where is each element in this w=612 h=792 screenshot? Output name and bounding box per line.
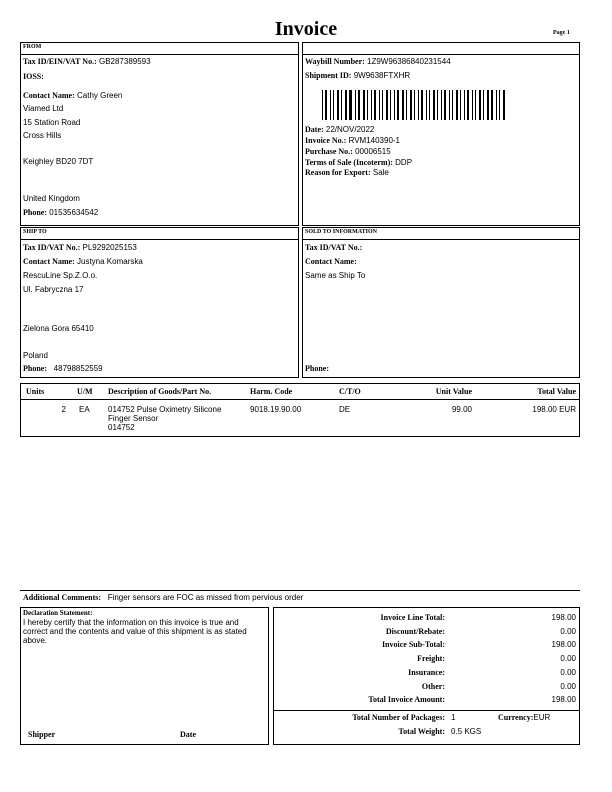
- row-desc: 014752 Pulse Oximetry Silicone: [108, 405, 222, 414]
- total-label: Other:: [421, 681, 445, 691]
- row-unit-value: 99.00: [451, 405, 472, 414]
- col-units: Units: [26, 387, 45, 396]
- invoice-no: Invoice No.: RVM140390-1: [305, 136, 401, 145]
- from-addr1: 15 Station Road: [23, 118, 81, 127]
- ship-to-city: Zielona Gora 65410: [23, 324, 94, 333]
- page-title: Invoice: [274, 18, 338, 40]
- ship-to-phone: Phone: 48798852559: [23, 364, 103, 373]
- total-label: Total Invoice Amount:: [368, 695, 445, 705]
- row-desc2: Finger Sensor: [108, 414, 159, 423]
- ship-to-header: SHIP TO: [23, 229, 47, 235]
- total-label: Discount/Rebate:: [385, 626, 445, 636]
- total-weight: Total Weight:: [398, 727, 445, 736]
- row-units: 2: [61, 405, 66, 414]
- col-harm-code: Harm. Code: [250, 387, 293, 396]
- total-label: Freight:: [417, 654, 445, 664]
- declaration-label: Declaration Statement:: [23, 609, 93, 617]
- from-contact: Contact Name: Cathy Green: [23, 91, 123, 100]
- row-total: 198.00 EUR: [532, 405, 576, 414]
- date: Date: 22/NOV/2022: [305, 125, 375, 134]
- waybill: Waybill Number: 1Z9W96386840231544: [305, 57, 451, 66]
- date-label: Date: [180, 730, 196, 739]
- weight-value: 0.5 KGS: [451, 727, 482, 736]
- ship-to-addr1: Ul. Fabryczna 17: [23, 285, 84, 294]
- ship-to-contact: Contact Name: Justyna Komarska: [23, 257, 143, 266]
- row-harm: 9018.19.90.00: [250, 405, 302, 414]
- row-part: 014752: [108, 423, 135, 432]
- col-total-value: Total Value: [537, 387, 576, 396]
- currency: Currency:EUR: [498, 713, 551, 722]
- sold-to-tax: Tax ID/VAT No.:: [305, 243, 363, 252]
- from-company: Viamed Ltd: [23, 104, 64, 113]
- from-tax: Tax ID/EIN/VAT No.: GB287389593: [23, 57, 151, 66]
- from-addr2: Cross Hills: [23, 131, 62, 140]
- shipment-box: [302, 42, 580, 226]
- packages-value: 1: [451, 713, 456, 722]
- declaration-text: correct and the contents and value of this shipment is as stated: [23, 627, 247, 636]
- purchase-no: Purchase No.: 00006515: [305, 147, 391, 156]
- row-um: EA: [79, 405, 90, 414]
- terms-of-sale: Terms of Sale (Incoterm): DDP: [305, 158, 413, 167]
- sold-to-phone: Phone:: [305, 364, 329, 373]
- total-packages: Total Number of Packages:: [352, 713, 445, 722]
- total-label: Invoice Line Total:: [380, 613, 445, 622]
- total-label: Insurance:: [408, 667, 445, 677]
- from-phone: Phone: 01535634542: [23, 208, 99, 217]
- total-value: 0.00: [560, 654, 576, 664]
- total-value: 0.00: [560, 626, 576, 636]
- ship-to-company: RescuLine Sp.Z.O.o.: [23, 271, 98, 280]
- col-cto: C/T/O: [339, 387, 361, 396]
- sold-to-contact: Contact Name:: [305, 257, 357, 266]
- sold-to-same: Same as Ship To: [305, 271, 366, 280]
- shipper-label: Shipper: [28, 730, 56, 739]
- from-ioss: IOSS:: [23, 72, 44, 81]
- shipment-id: Shipment ID: 9W9638FTXHR: [305, 71, 411, 80]
- total-value: 0.00: [560, 681, 576, 691]
- total-value: 198.00: [551, 613, 576, 622]
- declaration-text: above.: [23, 636, 48, 645]
- row-cto: DE: [339, 405, 351, 414]
- from-country: United Kingdom: [23, 194, 80, 203]
- ship-to-country: Poland: [23, 351, 48, 360]
- total-value: 198.00: [551, 695, 576, 705]
- total-label: Invoice Sub-Total:: [381, 640, 445, 650]
- total-value: 198.00: [551, 640, 576, 650]
- barcode: [322, 90, 508, 120]
- ship-to-tax: Tax ID/VAT No.: PL9292025153: [23, 243, 137, 252]
- from-city: Keighley BD20 7DT: [23, 157, 94, 166]
- col-description: Description of Goods/Part No.: [108, 387, 212, 396]
- additional-comments: Additional Comments: Finger sensors are FOC as missed from pervious order: [23, 593, 304, 602]
- col-unit-value: Unit Value: [435, 387, 472, 396]
- reason-for-export: Reason for Export: Sale: [305, 168, 389, 177]
- declaration-text: I hereby certify that the information on this invoice is true and: [23, 618, 239, 627]
- col-um: U/M: [77, 387, 93, 396]
- page-number: Page 1: [553, 30, 570, 36]
- total-value: 0.00: [560, 667, 576, 677]
- from-header: FROM: [23, 44, 42, 50]
- sold-to-header: SOLD TO INFORMATION: [305, 229, 378, 235]
